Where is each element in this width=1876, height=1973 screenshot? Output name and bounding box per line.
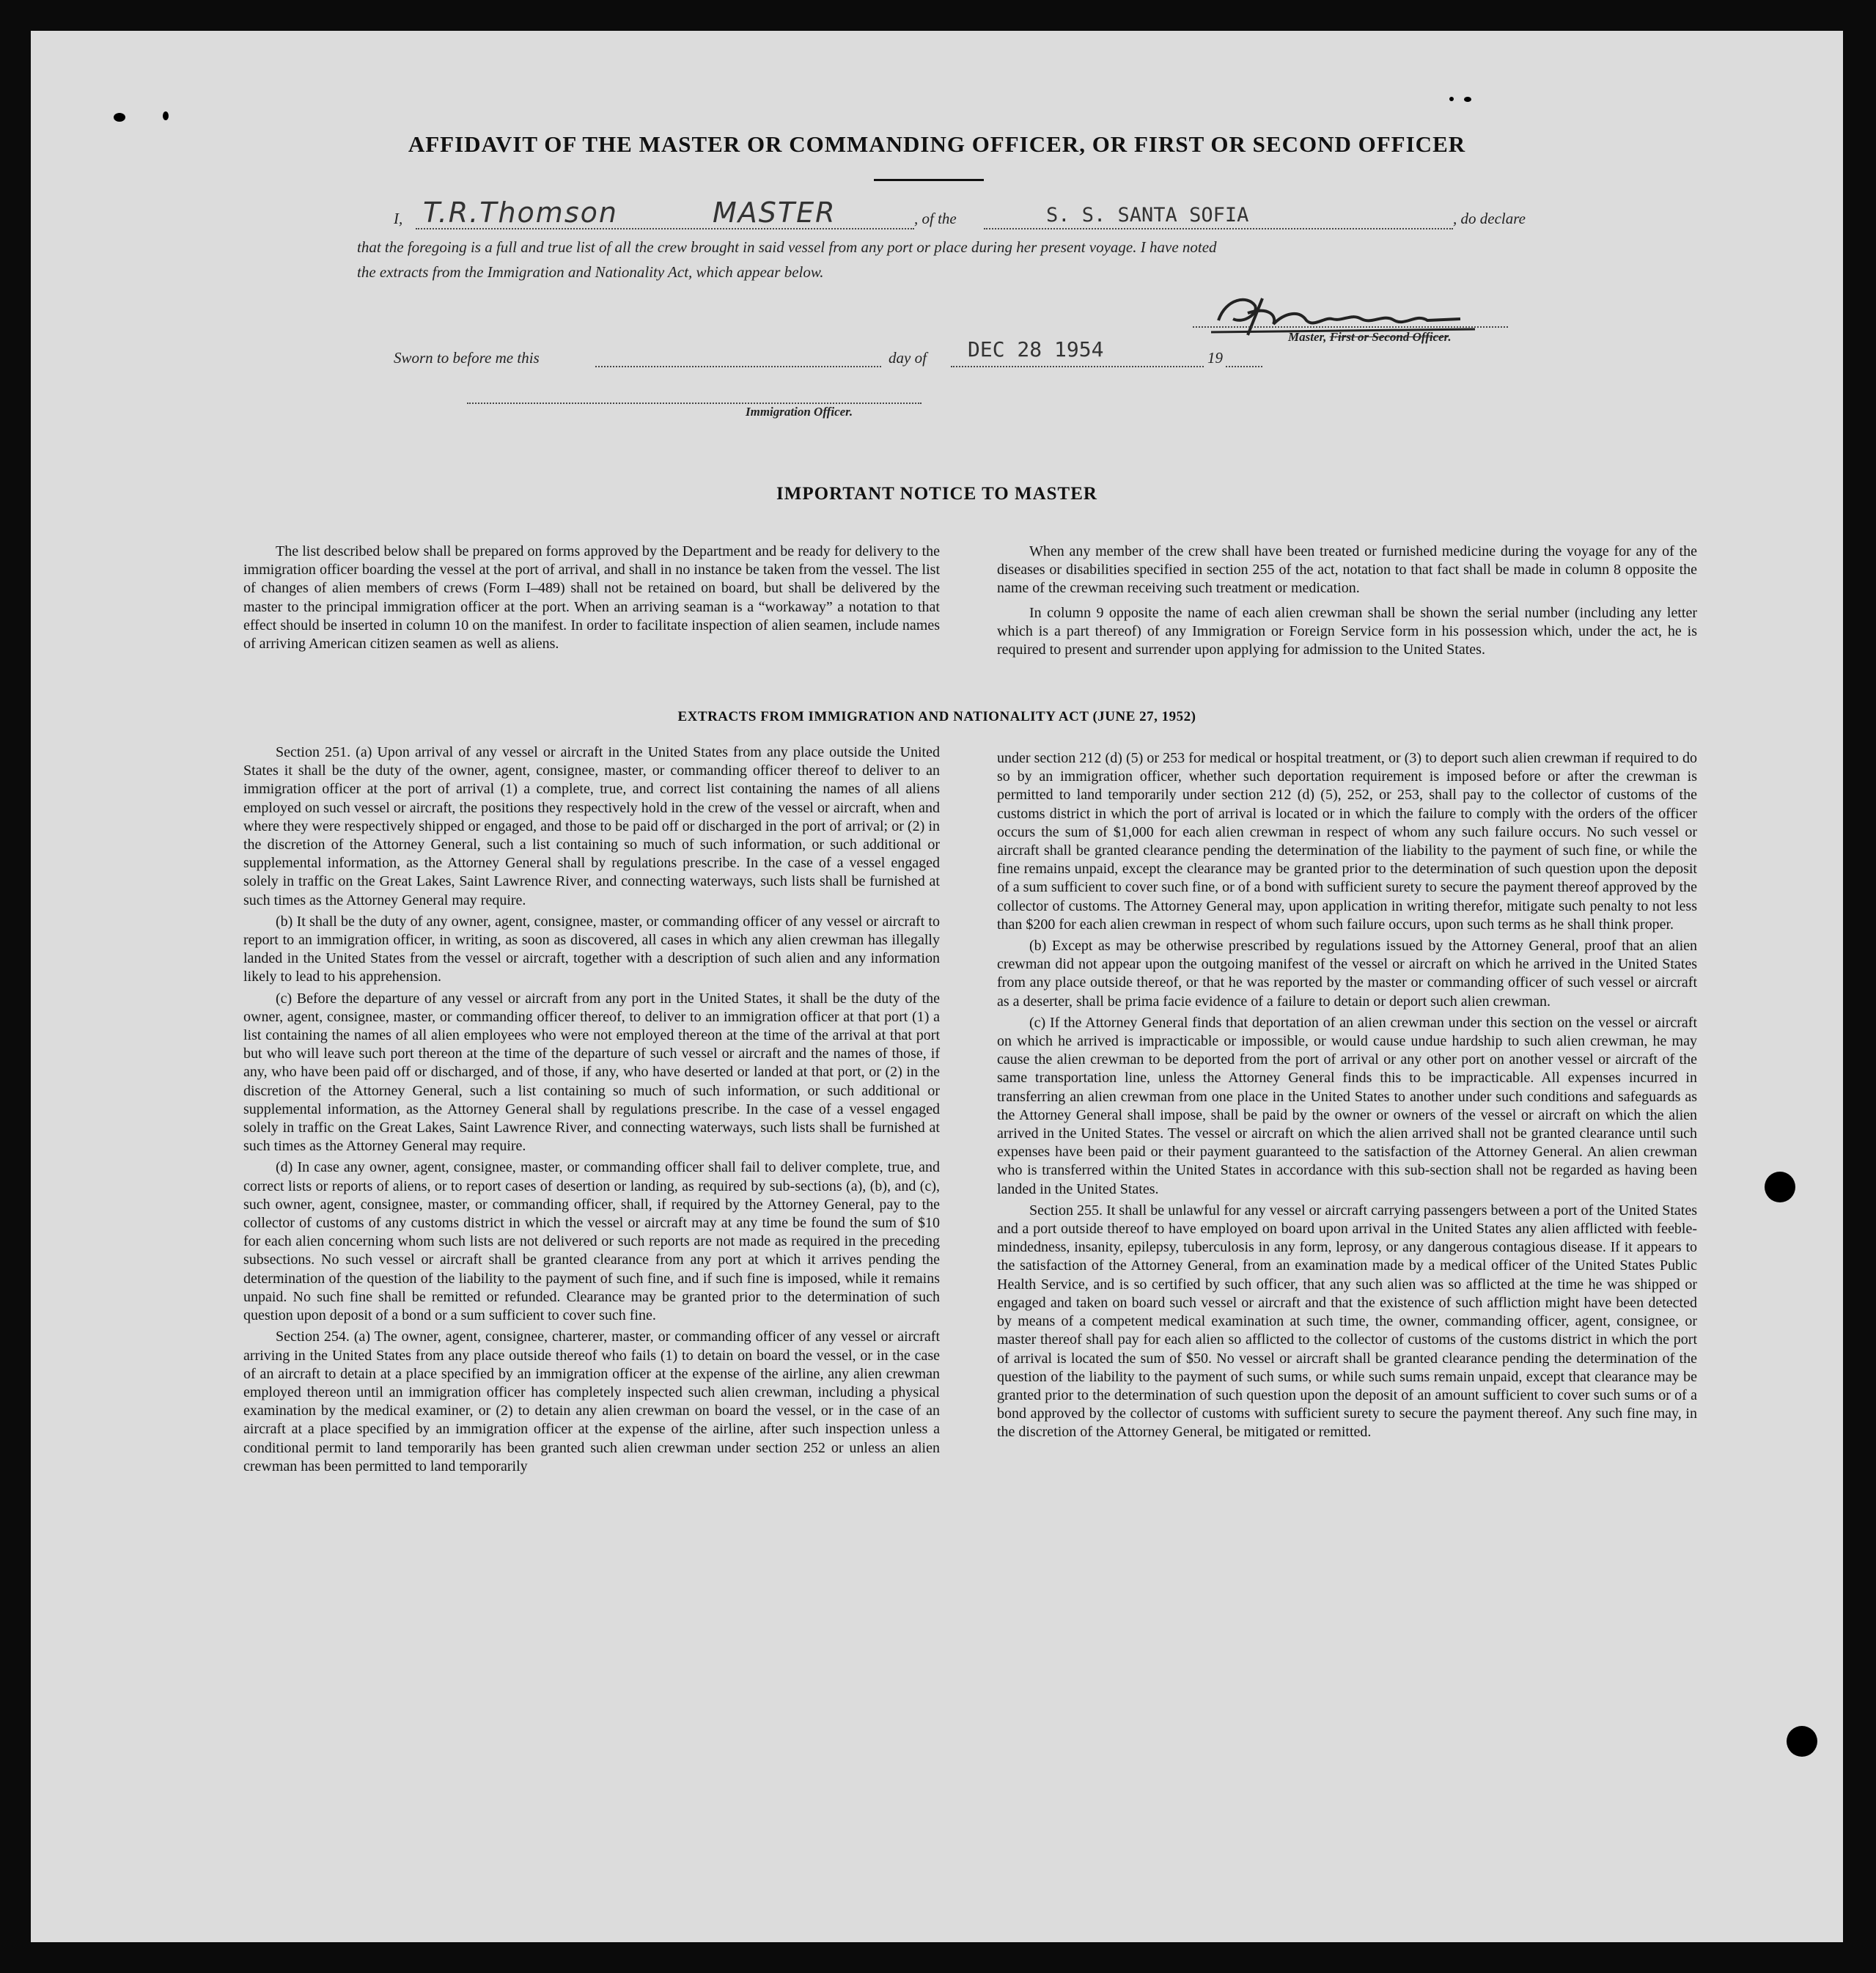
immigration-officer-label: Immigration Officer. — [746, 405, 853, 419]
extract-paragraph: (c) If the Attorney General finds that deportation of an alien crewman under this section on the vessel or aircraft on which he arrived is impracticable or impossible, or would cause undue hardship to such alien crewman, he may cause the alien crewman to be deported from the port of arrival or any other port on another vessel or aircraft of the same transportation line, unless the Attorney General finds this to be impracticable. All expenses incurred in transferring an alien crewman from one place in the United States to another under such conditions and safeguards as the Attorney General shall impose, shall be paid by the owner or owners of the vessel or aircraft on which the alien arrived in the United States. The vessel or aircraft on which the alien arrived shall not be granted clearance until such expenses have been paid or their payment guaranteed to the satisfaction of the Attorney General. An alien crewman who is transferred within the United States in accordance with this sub-section shall not be regarded as having been landed in the United States. — [997, 1014, 1697, 1197]
extract-paragraph: (c) Before the departure of any vessel or aircraft from any port in the United States, it shall be the duty of the owner, agent, consignee, master, or commanding officer thereof, to deliver to an immigration officer at that port (1) a list containing the names of all alien employees who were not employed thereon at the time of the arrival at that port but who will leave such port thereon at the time of the departure of such vessel or aircraft and the names of those, if any, who have been paid off or discharged, and of those, if any, who have deserted or landed at that port, or (2) in the discretion of the Attorney General, such a list containing so much of such information, or such additional or supplemental information, as the Attorney General shall by regulations prescribe. In the case of a vessel engaged solely in traffic on the Great Lakes, Saint Lawrence River, and connecting waterways, such lists shall be furnished at such times as the Attorney General may require. — [243, 990, 940, 1155]
handwritten-title: MASTER — [713, 196, 836, 229]
notice-right-paragraph-2: In column 9 opposite the name of each alien crewman shall be shown the serial number (including any letter which is a part thereof) of any Immigration or Foreign Service form in his possession which, under the act, he is required to present and surrender upon applying for admission to the United States. — [997, 604, 1697, 658]
vessel-stamp: S. S. SANTA SOFIA — [1046, 204, 1249, 227]
sworn-day-line — [595, 365, 881, 367]
extract-paragraph: (d) In case any owner, agent, consignee, master, or commanding officer shall fail to deliver complete, true, and correct lists or reports of aliens, or to report cases of desertion or landing, as required by sub-sections (a), (b), and (c), such owner, agent, consignee, master, or commanding officer, shall, if required by the Attorney General, pay to the collector of customs of any customs district in which the vessel or aircraft may at any time be found the sum of $10 for each alien concerning whom such lists are not delivered or such reports are not made as required in the preceding subsections. No such vessel or aircraft shall be granted clearance from any port at which it arrives pending the determination of the question of the liability to the payment of such fine, and if such fine is imposed, while it remains unpaid. No such fine shall be remitted or refunded. Clearance may be granted prior to the determination of such question upon deposit of a bond or a sum sufficient to cover such fine. — [243, 1159, 940, 1324]
officer-line — [467, 402, 922, 404]
extract-paragraph: (b) Except as may be otherwise prescribed by regulations issued by the Attorney General, proof that an alien crewman did not appear upon the outgoing manifest of the vessel or aircraft on which he arrived in the United States from any place outside thereof, or that he was reported by the master or commanding officer of such vessel or aircraft as a deserter, shall be prima facie evidence of a failure to detain or deport such alien crewman. — [997, 938, 1697, 1010]
extract-paragraph: Section 251. (a) Upon arrival of any vessel or aircraft in the United States from any place outside the United States it shall be the duty of the owner, agent, consignee, master, or commanding officer thereof to deliver to an immigration officer at the port of arrival (1) a complete, true, and correct list containing the names of all aliens employed on such vessel or aircraft, the positions they respectively hold in the crew of the vessel or aircraft, when and where they were respectively shipped or engaged, and those to be paid off or discharged in the port of arrival; or (2) in the discretion of the Attorney General, such a list containing so much of such information, or such additional or supplemental information, as the Attorney General shall by regulations prescribe. In the case of a vessel engaged solely in traffic on the Great Lakes, Saint Lawrence River, and connecting waterways, such lists shall be furnished at such times as the Attorney General may require. — [243, 744, 940, 908]
year-line — [1226, 365, 1262, 367]
signature-caption-end: . — [1448, 330, 1452, 344]
punch-hole — [1765, 1172, 1795, 1202]
declaration-line-2: that the foregoing is a full and true list of all the crew brought in said vessel from any port or place during her present voyage. I have noted — [357, 238, 1217, 256]
declaration-line-3: the extracts from the Immigration and Nationality Act, which appear below. — [357, 263, 824, 281]
scan-mark — [1449, 97, 1454, 101]
document-page — [31, 31, 1843, 1942]
do-declare-label: , do declare — [1453, 210, 1526, 227]
master-label: Master, — [1288, 330, 1327, 344]
scan-mark — [163, 111, 169, 120]
signature-caption — [1288, 330, 1452, 345]
scan-mark — [114, 113, 125, 122]
extract-paragraph: Section 254. (a) The owner, agent, consignee, charterer, master, or commanding officer of any vessel or aircraft arriving in the United States from any place outside thereof who fails (1) to detain on board the vessel, or in the case of an aircraft to detain at a place specified by an immigration officer at the expense of the airline, any alien crewman employed thereon until an immigration officer has completely inspected such alien crewman, including a physical examination by the medical examiner, or (2) to detain any alien crewman on board the vessel, or in the case of an aircraft at a place specified by an immigration officer at the expense of the airline, after such inspection unless a conditional permit to land temporarily has been granted such alien crewman under section 252 or unless an alien crewman has been permitted to land temporarily — [243, 1329, 940, 1474]
of-the-label: , of the — [914, 210, 957, 227]
struck-officer-label: First or Second Officer — [1329, 330, 1449, 344]
day-of-label: day of — [889, 349, 927, 367]
declaration-prefix: I, — [394, 210, 403, 227]
notice-left-paragraph: The list described below shall be prepared on forms approved by the Department and be ready for delivery to the immigration officer boarding the vessel at the port of arrival, and shall in no instance be taken from the vessel. The list of changes of alien members of crews (Form I–489) shall not be retained on board, but shall be delivered by the master to the principal immigration officer at the port. When an arriving seaman is a “workaway” a notation to that effect should be inserted in column 10 on the manifest. In order to facilitate inspection of alien seamen, include names of arriving American citizen seamen as well as aliens. — [243, 543, 940, 653]
notice-right-column — [997, 543, 1697, 662]
notice-right-paragraph-1: When any member of the crew shall have been treated or furnished medicine during the voyage for any of the diseases or disabilities specified in section 255 of the act, notation to that fact shall be made in column 8 opposite the name of the crewman receiving such treatment or medication. — [997, 543, 1697, 597]
extract-paragraph: (b) It shall be the duty of any owner, agent, consignee, master, or commanding officer of any vessel or aircraft to report to an immigration officer, in writing, as soon as discovered, all cases in which any alien crewman has illegally landed in the United States from the vessel or aircraft, together with a description of such alien and any information likely to lead to his apprehension. — [243, 913, 940, 985]
notice-left-column — [243, 543, 940, 656]
affidavit-title: AFFIDAVIT OF THE MASTER OR COMMANDING OFFICER, OR FIRST OR SECOND OFFICER — [408, 131, 1466, 157]
sworn-label: Sworn to before me this — [394, 349, 540, 367]
handwritten-name: T.R.Thomson — [423, 196, 618, 229]
extracts-title: EXTRACTS FROM IMMIGRATION AND NATIONALITY ACT (JUNE 27, 1952) — [677, 709, 1196, 724]
sworn-month-line — [951, 365, 1204, 367]
punch-hole — [1787, 1726, 1817, 1757]
year-prefix: 19 — [1207, 349, 1223, 367]
extracts-left-column — [243, 743, 940, 1479]
notice-title: IMPORTANT NOTICE TO MASTER — [776, 484, 1097, 504]
extract-paragraph: under section 212 (d) (5) or 253 for medical or hospital treatment, or (3) to deport such alien crewman if required to do so by an immigration officer, whether such deportation requirement is imposed before or after the crewman is permitted to land temporarily under section 212 (d) (5), 252, or 253, shall pay to the collector of customs of the customs district in which the port of arrival is located or in which the failure to comply with the orders of the officer occurs the sum of $1,000 for each alien crewman in respect of whom any such failure occurs. No such vessel or aircraft shall be granted clearance pending the determination of the liability to the payment of such fine, or while the fine remains unpaid, except the clearance may be granted prior to the determination of such question upon the deposit of a sum sufficient to cover such fine, or of a bond with sufficient surety to secure the payment thereof approved by the collector of customs. The Attorney General may, upon application in writing therefor, mitigate such penalty to not less than $200 for each alien crewman in respect of whom such failure occurs, upon such terms as he shall think proper. — [997, 750, 1697, 933]
scan-mark — [1464, 97, 1471, 102]
signature-line — [1193, 326, 1508, 328]
extract-paragraph: Section 255. It shall be unlawful for any vessel or aircraft carrying passengers between a port of the United States and a port outside thereof to have employed on board upon arrival in the United States any alien afflicted with feeble-mindedness, insanity, epilepsy, tuberculosis in any form, leprosy, or any dangerous contagious disease. If it appears to the satisfaction of the Attorney General, from an examination made by a medical officer of the United States Public Health Service, and is so certified by such officer, that any such alien was so afflicted at the time he was shipped or engaged and taken on board such vessel or aircraft and that the existence of such affliction might have been detected by means of a competent medical examination at such time, the owner, commanding officer, agent, consignee, or master thereof shall pay for each alien so afflicted to the collector of customs of the customs district in which the port of arrival is located the sum of $50. No vessel or aircraft shall be granted clearance pending the determination of the question of the liability to the payment of such sums, or while such sums remain unpaid, except that clearance may be granted prior to the determination of such question upon the deposit of an amount sufficient to cover such sums or of a bond approved by the collector of customs with sufficient surety to secure the payment thereof. Any such fine may, in the discretion of the Attorney General, be mitigated or remitted. — [997, 1202, 1697, 1441]
date-stamp: DEC 28 1954 — [968, 337, 1104, 361]
extracts-right-column — [997, 749, 1697, 1445]
vessel-line — [984, 227, 1453, 229]
title-rule — [874, 179, 984, 181]
